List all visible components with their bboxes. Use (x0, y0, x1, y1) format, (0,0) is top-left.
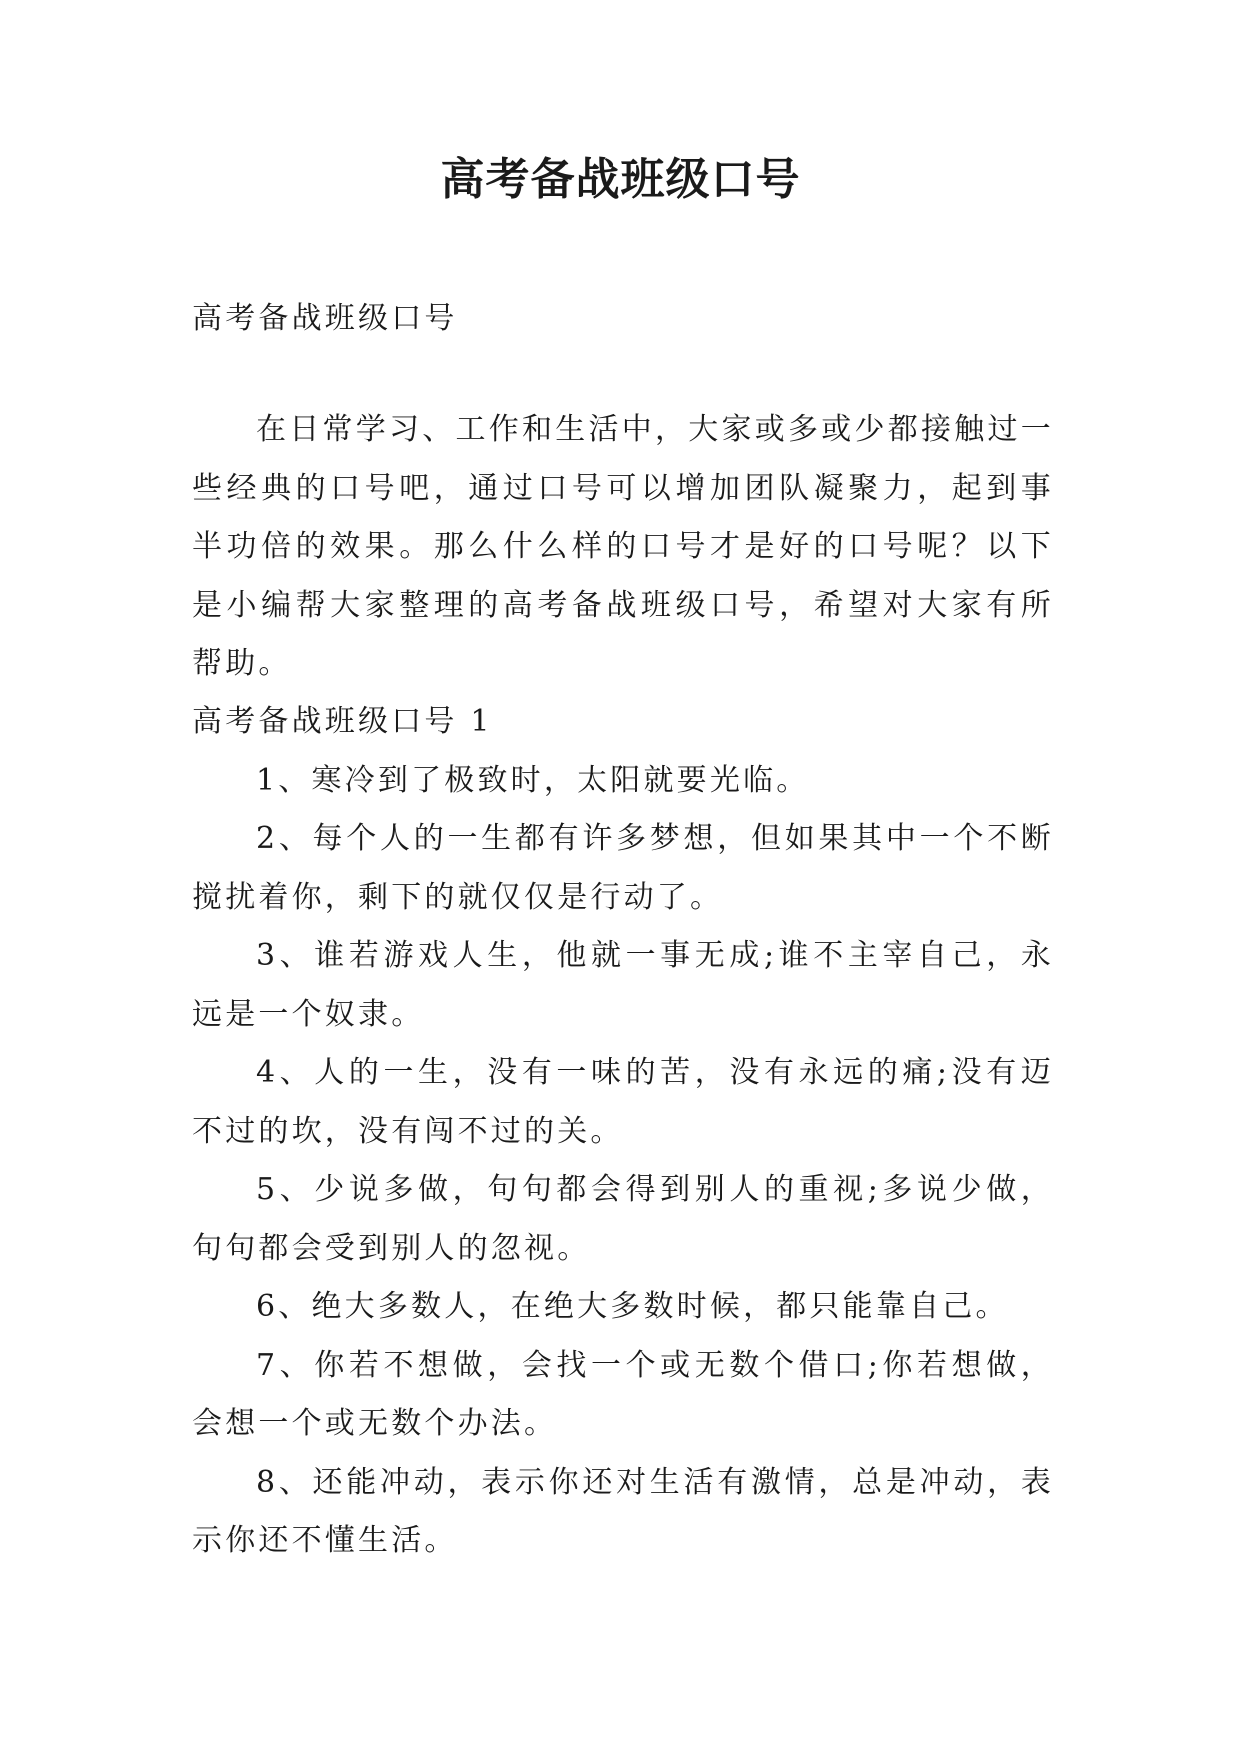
slogan-section (192, 693, 1054, 1571)
intro-paragraph: 在日常学习、工作和生活中，大家或多或少都接触过一些经典的口号吧，通过口号可以增加团队凝聚力，起到事半功倍的效果。那么什么样的口号才是好的口号呢？以下是小编帮大家整理的高考备战班级口号，希望对大家有所帮助。 (192, 412, 1054, 681)
section-heading: 高考备战班级口号 1 (192, 704, 493, 739)
slogan-item: 4、人的一生，没有一味的苦，没有永远的痛;没有迈不过的坎，没有闯不过的关。 (192, 1055, 1054, 1149)
slogan-item: 2、每个人的一生都有许多梦想，但如果其中一个不断搅扰着你，剩下的就仅仅是行动了。 (192, 821, 1054, 915)
slogan-item: 6、绝大多数人，在绝大多数时候，都只能靠自己。 (256, 1289, 1009, 1324)
slogan-item: 7、你若不想做，会找一个或无数个借口;你若想做，会想一个或无数个办法。 (192, 1347, 1054, 1441)
document-subtitle: 高考备战班级口号 (192, 301, 458, 336)
slogan-item: 1、寒冷到了极致时，太阳就要光临。 (256, 762, 810, 798)
document-title: 高考备战班级口号 (440, 154, 801, 205)
slogan-item: 3、谁若游戏人生，他就一事无成;谁不主宰自己，永远是一个奴隶。 (192, 938, 1054, 1032)
slogan-item: 8、还能冲动，表示你还对生活有激情，总是冲动，表示你还不懂生活。 (192, 1464, 1054, 1558)
slogan-item: 5、少说多做，句句都会得到别人的重视;多说少做，句句都会受到别人的忽视。 (192, 1172, 1054, 1266)
